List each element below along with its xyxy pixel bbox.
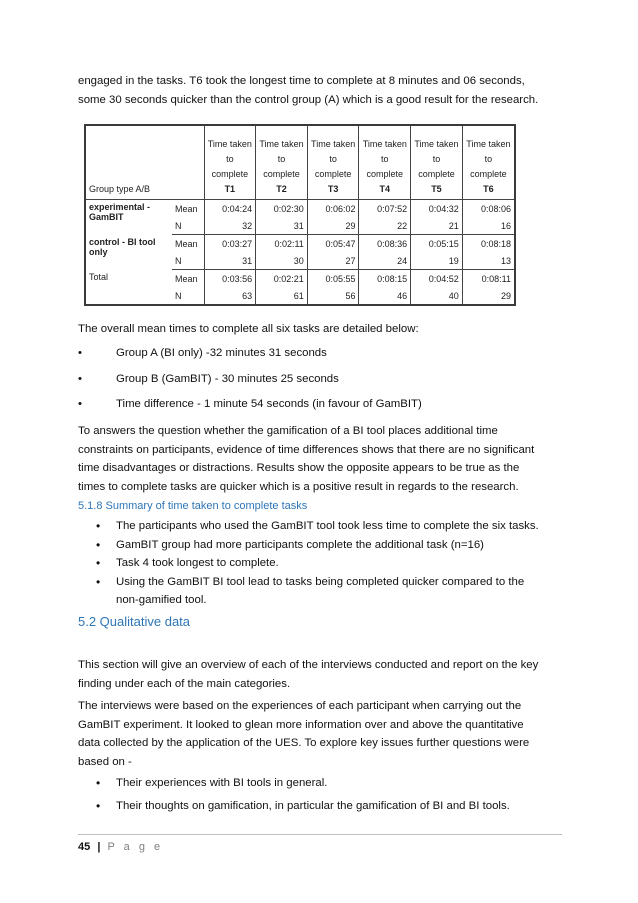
header-stat	[172, 126, 204, 200]
table-cell: 22	[359, 217, 411, 235]
paragraph-line: based on -	[78, 755, 132, 768]
group-label: experimental - GamBIT	[89, 202, 151, 222]
table-row	[86, 200, 514, 218]
group-label: Total	[89, 271, 109, 282]
table-cell: 13	[462, 252, 514, 270]
table-cell: 16	[462, 217, 514, 235]
stat-label: N	[172, 217, 204, 235]
table-cell: 0:05:47	[307, 235, 359, 253]
table-cell: 0:06:02	[307, 200, 359, 218]
table-cell: 0:05:15	[411, 235, 463, 253]
qualitative-heading: 5.2 Qualitative data	[78, 614, 191, 629]
table-cell: 61	[256, 287, 308, 304]
list-item: • Using the GamBIT BI tool lead to tasks being completed quicker compared to the non-gamified tool.	[96, 573, 536, 610]
answer-line: time disadvantages or distractions. Results show the opposite appears to be true as the	[78, 462, 520, 475]
stat-label: N	[175, 290, 182, 301]
table-cell: 0:02:30	[256, 200, 308, 218]
overall-lead: The overall mean times to complete all six tasks are detailed below:	[78, 323, 419, 335]
table-cell: 21	[411, 217, 463, 235]
table-cell: 24	[359, 252, 411, 270]
page-number: 45	[78, 841, 91, 853]
header-t3: Time taken to complete T3	[307, 126, 359, 200]
summary-list	[96, 517, 576, 610]
stat-label: Mean	[175, 273, 198, 284]
list-item: • Task 4 took longest to complete.	[96, 554, 576, 573]
list-item: • Their experiences with BI tools in general.	[96, 774, 576, 793]
page-word: P a g e	[107, 841, 164, 853]
table-cell: 0:08:11	[462, 270, 514, 288]
stat-label: Mean	[175, 238, 198, 249]
footer-divider	[78, 834, 562, 835]
footer-separator: |	[97, 841, 101, 853]
table-cell: 0:08:36	[359, 235, 411, 253]
table-row	[86, 235, 514, 253]
table-cell: 0:05:55	[307, 270, 359, 288]
table-cell: 27	[307, 252, 359, 270]
table-cell: 40	[411, 287, 463, 304]
table-cell: 0:08:18	[462, 235, 514, 253]
paragraph-line: The interviews were based on the experiences of each participant when carrying out the	[78, 700, 522, 712]
paragraph-line: data collected by the application of the UES. To explore key issues further questions were	[78, 737, 530, 750]
qualitative-paragraph-2	[78, 697, 568, 771]
stat-label: Mean	[175, 203, 198, 214]
header-t1: Time taken to complete T1	[204, 126, 256, 200]
time-table-grid	[86, 126, 514, 304]
list-item: • GamBIT group had more participants complete the additional task (n=16)	[96, 536, 576, 555]
paragraph-line: GamBIT experiment. It looked to glean more information over and above the quantitative	[78, 718, 524, 731]
table-cell: 31	[256, 217, 308, 235]
table-cell: 0:04:24	[204, 200, 256, 218]
page-footer	[78, 841, 163, 853]
table-cell: 46	[359, 287, 411, 304]
table-cell: 31	[204, 252, 256, 270]
paragraph-line: finding under each of the main categories.	[78, 677, 291, 690]
list-item: • Their thoughts on gamification, in particular the gamification of BI and BI tools.	[96, 797, 576, 816]
table-cell: 0:08:15	[359, 270, 411, 288]
intro-line: some 30 seconds quicker than the control group (A) which is a good result for the research.	[78, 93, 539, 106]
answer-line: times to complete tasks are quicker which is a positive result in regards to the research.	[78, 480, 519, 493]
header-t5: Time taken to complete T5	[411, 126, 463, 200]
intro-line: engaged in the tasks. T6 took the longest time to complete at 8 minutes and 06 seconds,	[78, 75, 525, 87]
answer-paragraph	[78, 422, 568, 496]
overall-item-text: Group B (GamBIT) - 30 minutes 25 seconds	[116, 373, 339, 385]
table-cell: 30	[256, 252, 308, 270]
bullet-mark: •	[78, 347, 82, 359]
overall-item-text: Time difference - 1 minute 54 seconds (in favour of GamBIT)	[116, 398, 422, 410]
answer-line: constraints on participants, evidence of time differences shows that there are no significant	[78, 443, 535, 456]
answer-line: To answers the question whether the gamification of a BI tool places additional time	[78, 425, 498, 437]
table-header-row	[86, 126, 514, 200]
table-cell: 29	[307, 217, 359, 235]
time-table	[84, 124, 516, 306]
table-cell: 63	[204, 287, 256, 304]
intro-paragraph	[78, 72, 568, 109]
table-cell: 0:04:52	[411, 270, 463, 288]
summary-heading: 5.1.8 Summary of time taken to complete tasks	[78, 500, 308, 512]
paragraph-line: This section will give an overview of each of the interviews conducted and report on the key	[78, 659, 539, 671]
table-cell: 0:03:27	[204, 235, 256, 253]
stat-label: N	[172, 252, 204, 270]
table-cell: 19	[411, 252, 463, 270]
bullet-mark: •	[78, 398, 82, 410]
table-cell: 0:02:21	[256, 270, 308, 288]
header-group-type: Group type A/B	[86, 126, 172, 200]
qualitative-paragraph-1	[78, 656, 568, 693]
table-cell: 56	[307, 287, 359, 304]
table-cell: 0:03:56	[204, 270, 256, 288]
qualitative-list	[96, 774, 576, 815]
table-row	[86, 270, 514, 288]
list-item: • The participants who used the GamBIT tool took less time to complete the six tasks.	[96, 517, 576, 536]
header-t2: Time taken to complete T2	[256, 126, 308, 200]
table-cell: 29	[462, 287, 514, 304]
header-t6: Time taken to complete T6	[462, 126, 514, 200]
table-cell: 32	[204, 217, 256, 235]
bullet-mark: •	[78, 373, 82, 385]
table-cell: 0:08:06	[462, 200, 514, 218]
overall-item-text: Group A (BI only) -32 minutes 31 seconds	[116, 347, 327, 359]
table-cell: 0:02:11	[256, 235, 308, 253]
table-cell: 0:04:32	[411, 200, 463, 218]
header-t4: Time taken to complete T4	[359, 126, 411, 200]
group-label: control - BI tool only	[89, 236, 156, 257]
table-cell: 0:07:52	[359, 200, 411, 218]
